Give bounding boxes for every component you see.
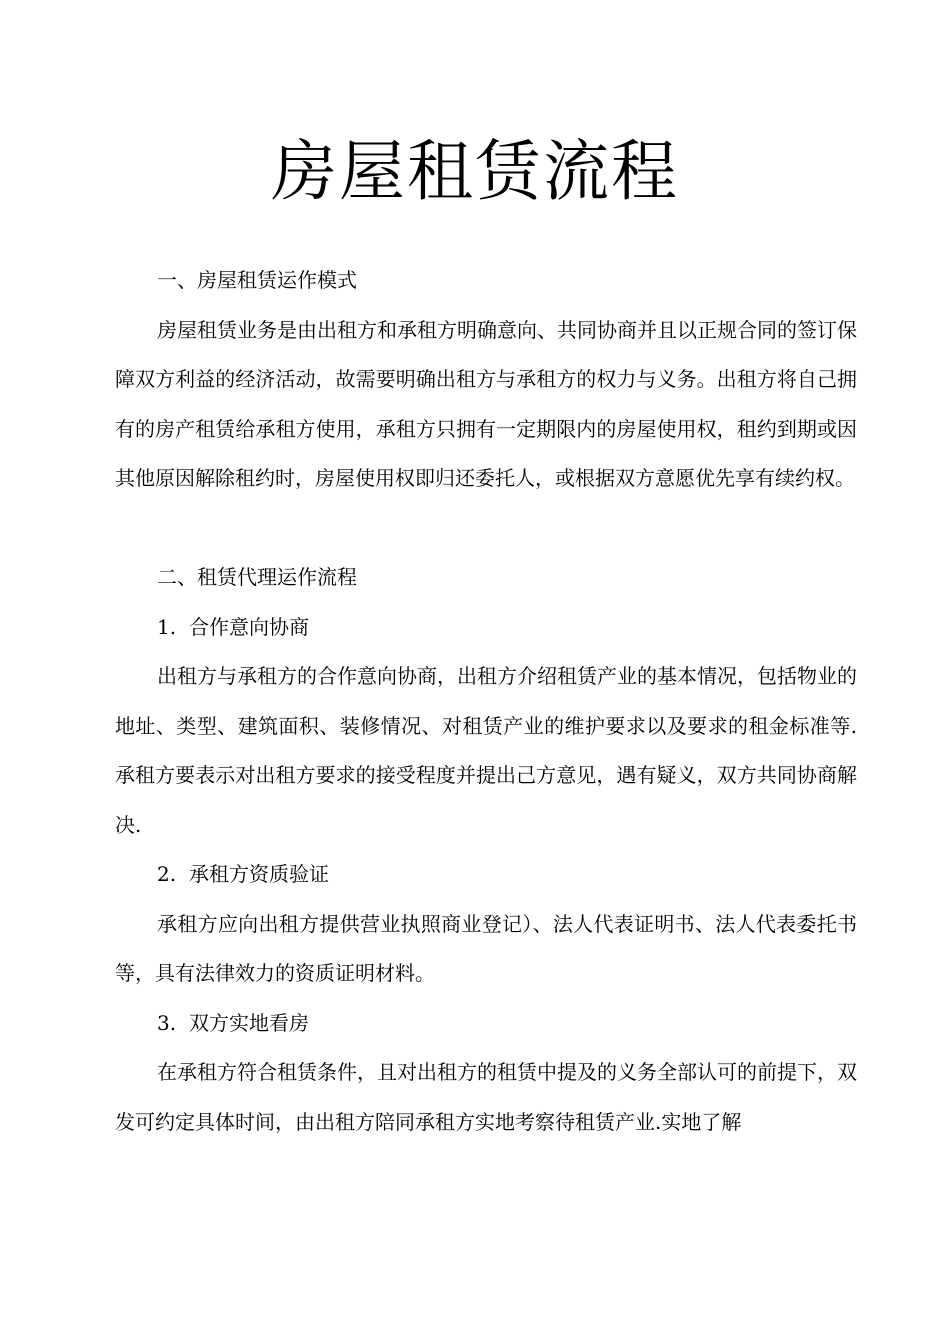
step-heading-1 — [115, 603, 857, 653]
section-heading-agency-process: 二、租赁代理运作流程 — [157, 565, 357, 589]
step-paragraph-1: 出租方与承租方的合作意向协商，出租方介绍租赁产业的基本情况，包括物业的地址、类型、建筑面积、装修情况、对租赁产业的维护要求以及要求的租金标准等.承租方要表示对出租方要求的接受程度并提出己方意见，遇有疑义，双方共同协商解决. — [115, 664, 857, 837]
section-paragraph-operation-mode: 房屋租赁业务是由出租方和承租方明确意向、共同协商并且以正规合同的签订保障双方利益的经济活动，故需要明确出租方与承租方的权力与义务。出租方将自己拥有的房产租赁给承租方使用，承租方只拥有一定期限内的房屋使用权，租约到期或因其他原因解除租约时，房屋使用权即归还委托人，或根据双方意愿优先享有续约权。 — [115, 317, 857, 490]
step-number: 2. — [157, 862, 177, 886]
step-title: 双方实地看房 — [189, 1010, 309, 1035]
step-number: 3. — [157, 1010, 177, 1035]
step-title: 合作意向协商 — [189, 614, 309, 639]
step-heading-3 — [115, 999, 857, 1049]
step-paragraph-2: 承租方应向出租方提供营业执照商业登记）、法人代表证明书、法人代表委托书等，具有法律效力的资质证明材料。 — [115, 911, 857, 985]
step-heading-2 — [115, 850, 857, 900]
step-title: 承租方资质验证 — [189, 862, 329, 886]
document-body — [115, 256, 857, 1147]
section-heading-operation-mode: 一、房屋租赁运作模式 — [157, 268, 357, 292]
document-title: 房屋租赁流程 — [271, 133, 679, 211]
step-paragraph-3: 在承租方符合租赁条件，且对出租方的租赁中提及的义务全部认可的前提下，双发可约定具体时间，由出租方陪同承租方实地考察待租赁产业.实地了解 — [115, 1060, 857, 1134]
section-spacer — [115, 504, 857, 554]
step-number: 1. — [157, 614, 177, 639]
